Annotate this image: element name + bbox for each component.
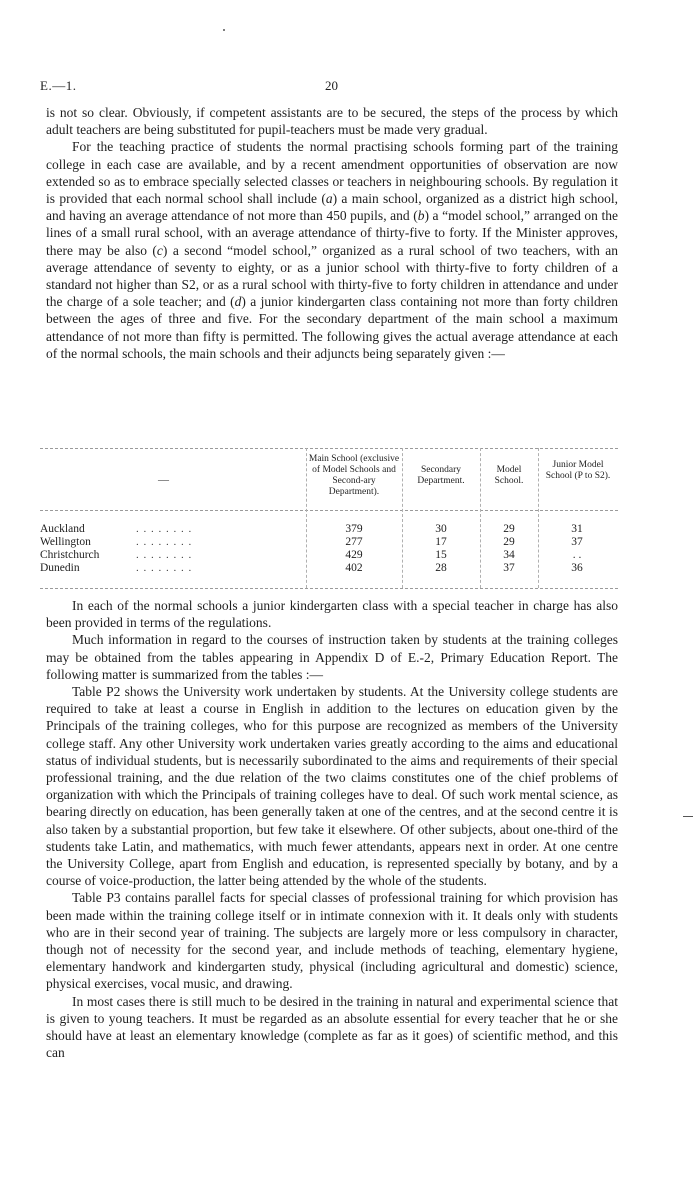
- row-name-christchurch: Christchurch: [40, 549, 100, 561]
- table-header-blank: —: [158, 474, 169, 486]
- text-block-top: [46, 104, 618, 362]
- cell-value: 15: [435, 549, 447, 561]
- paragraph-courses: Much information in regard to the courses of instruction taken by students at the training colleges may be obtained from the tables appearing in Appendix D of E.-2, Primary Education Report. The following matter is summarized from the tables :—: [46, 632, 618, 682]
- text-block-bottom: [46, 597, 618, 1061]
- cell-value: 37: [571, 536, 583, 548]
- header-secondary: Secondary Department.: [417, 465, 465, 486]
- column-divider: [480, 448, 481, 588]
- row-leader: . . . . . . . .: [136, 549, 193, 561]
- cell-value: 28: [435, 562, 447, 574]
- paragraph-table-p3: Table P3 contains parallel facts for special classes of professional training for which provision has been made within the training college itself or in intimate connexion with it. It deals only with students who are in their second year of training. The subjects are largely more or less compulsory in character, though not of necessity for the second year, and include methods of teaching, elementary hygiene, elementary handwork and kindergarten study, physical (including agricultural and domestic) science, physical exercises, vocal music, and drawing.: [46, 890, 618, 992]
- header-junior-model: Junior Model School (P to S2).: [545, 460, 611, 481]
- speck-mark: [223, 29, 225, 31]
- paragraph-run-italic: a: [325, 191, 333, 207]
- row-name-auckland: Auckland: [40, 523, 85, 535]
- paragraph-run-italic: d: [234, 294, 242, 310]
- row-leader: . . . . . . . .: [136, 523, 193, 535]
- cell-value: 17: [435, 536, 447, 548]
- page-number: 20: [325, 78, 338, 93]
- cell-value: 29: [503, 523, 515, 535]
- cell-value: 37: [503, 562, 515, 574]
- column-divider: [538, 448, 539, 588]
- row-name-dunedin: Dunedin: [40, 562, 80, 574]
- cell-value: 30: [435, 523, 447, 535]
- paragraph-run-italic: b: [417, 208, 425, 224]
- row-leader: . . . . . . . .: [136, 562, 193, 574]
- cell-value: 29: [503, 536, 515, 548]
- row-leader: . . . . . . . .: [136, 536, 193, 548]
- paragraph-run: ) a main school, organized as a district high school, and having an average attendance of not more than 450 pupils, and (: [46, 191, 618, 224]
- paragraph-science: In most cases there is still much to be desired in the training in natural and experimental science that is given to young teachers. It must be regarded as an absolute essential for every teacher that he or she should have at least an elementary knowledge (complete as far as it goes) of scientific method, and this can: [46, 993, 618, 1061]
- column-divider: [402, 448, 403, 588]
- cell-value: 34: [503, 549, 515, 561]
- row-name-wellington: Wellington: [40, 536, 91, 548]
- paragraph-run: ) a second “model school,” organized as a rural school of two teachers, with an average attendance of seventy to eighty, or as a junior school with thirty-five to forty children of a standard not higher than S2, or as a rural school with thirty-five to forty children in attendance and under the charge of a sole teacher; and (: [46, 242, 618, 310]
- paragraph-run: ) a junior kindergarten class containing not more than forty children between the ages of three and five. For the secondary department of the main school a maximum attendance of not more than fifty is permitted. The following gives the actual average attendance at each of the normal schools, the main schools and their adjuncts being separately given :—: [46, 294, 618, 361]
- table-bottom-rule: [40, 588, 618, 589]
- cell-value: 36: [571, 562, 583, 574]
- column-divider: [306, 448, 307, 588]
- paragraph-run-italic: c: [156, 242, 163, 258]
- paragraph-run: For the teaching practice of students the normal practising schools forming part of the training college in each case are available, and by a recent amendment opportunities of observation are now extended so as to embrace specially selected classes or teachers in neighbouring schools. By regulation it is provided that each normal school shall include (: [46, 139, 618, 207]
- paragraph-teaching-practice: [46, 138, 618, 362]
- table-header-rule: [40, 510, 618, 511]
- header-model-school: Model School.: [494, 465, 524, 486]
- table-top-rule: [40, 448, 618, 449]
- header-main-school: Main School (exclusive of Model Schools and Second-ary Department).: [308, 454, 400, 497]
- cell-value: 402: [345, 562, 363, 574]
- cell-value: . .: [572, 549, 582, 561]
- paragraph-kindergarten: In each of the normal schools a junior kindergarten class with a special teacher in charge has also been provided in terms of the regulations.: [46, 598, 618, 631]
- cell-value: 429: [345, 549, 363, 561]
- paragraph-run: ) a “model school,” arranged on the lines of a small rural school, with an average attendance of thirty-five to forty. If the Minister approves, there may be also (: [46, 208, 618, 258]
- paragraph-table-p2: Table P2 shows the University work undertaken by students. At the University college students are required to take at least a course in English in addition to the lectures on education given by the Principals of the training colleges, who for this purpose are recognized as members of the University college staff. Any other University work undertaken varies greatly according to the aims and educational status of individual students, but is necessarily subordinated to the aims and requirements of their special professional training, and the due relation of the two claims constitutes one of the chief problems of organization with which the Principals of training colleges have to deal. Of such work mental science, as bearing directly on education, has been generally taken at one of the centres, and at the second centre it is also taken by a substantial proportion, but few take it elsewhere. Of other subjects, about one-third of the students take Latin, and mathematics, with much fewer attendants, appears next in order. At one centre the University College, apart from English and education, is represented specially by botany, and by a course of voice-production, the latter being attended by the whole of the students.: [46, 684, 618, 889]
- attendance-table: [40, 448, 618, 590]
- margin-mark: [683, 816, 693, 817]
- cell-value: 379: [345, 523, 363, 535]
- paragraph-continuation: is not so clear. Obviously, if competent assistants are to be secured, the steps of the process by which adult teachers are being substituted for pupil-teachers must be made very gradual.: [46, 105, 618, 138]
- cell-value: 277: [345, 536, 363, 548]
- document-reference: E.—1.: [40, 78, 77, 93]
- cell-value: 31: [571, 523, 583, 535]
